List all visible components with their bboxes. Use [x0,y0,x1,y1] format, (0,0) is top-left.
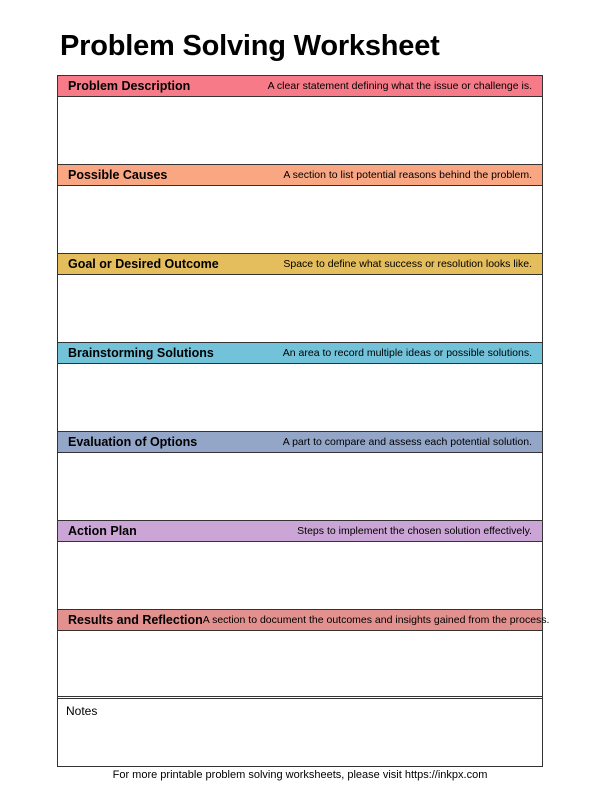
section-writing-area[interactable] [58,631,542,697]
section-writing-area[interactable] [58,542,542,608]
section-header [58,432,542,453]
section-writing-area[interactable] [58,275,542,341]
section-title: Brainstorming Solutions [68,346,214,360]
section-title: Goal or Desired Outcome [68,257,219,271]
section-description: Space to define what success or resolution looks like. [283,258,532,270]
section-goal [57,254,543,343]
section-problem-description [57,75,543,165]
section-title: Action Plan [68,524,137,538]
notes-box[interactable] [57,696,543,767]
section-title: Problem Description [68,79,191,93]
section-description: Steps to implement the chosen solution effectively. [297,525,532,537]
section-evaluation [57,432,543,521]
section-header [58,610,550,631]
section-writing-area[interactable] [58,453,542,519]
section-description: A part to compare and assess each potential solution. [282,436,532,448]
section-action-plan [57,521,543,610]
section-description: A section to document the outcomes and insights gained from the process. [202,614,550,626]
section-writing-area[interactable] [58,97,542,163]
section-writing-area[interactable] [58,364,542,430]
section-header [58,521,542,542]
section-header [58,165,542,186]
section-brainstorming [57,343,543,432]
section-writing-area[interactable] [58,186,542,252]
section-possible-causes [57,165,543,254]
section-header [58,254,542,275]
section-header [58,343,542,364]
section-results-reflection [57,610,550,699]
notes-label: Notes [66,704,98,718]
page-title: Problem Solving Worksheet [60,30,440,62]
section-description: An area to record multiple ideas or possible solutions. [282,347,532,359]
section-description: A section to list potential reasons behind the problem. [283,169,532,181]
section-description: A clear statement defining what the issue or challenge is. [267,80,532,92]
section-title: Evaluation of Options [68,435,198,449]
worksheet-sections [57,75,550,699]
footer-text: For more printable problem solving worksheets, please visit https://inkpx.com [112,769,488,781]
section-title: Results and Reflection [68,613,203,627]
section-title: Possible Causes [68,168,168,182]
section-header [58,76,542,97]
